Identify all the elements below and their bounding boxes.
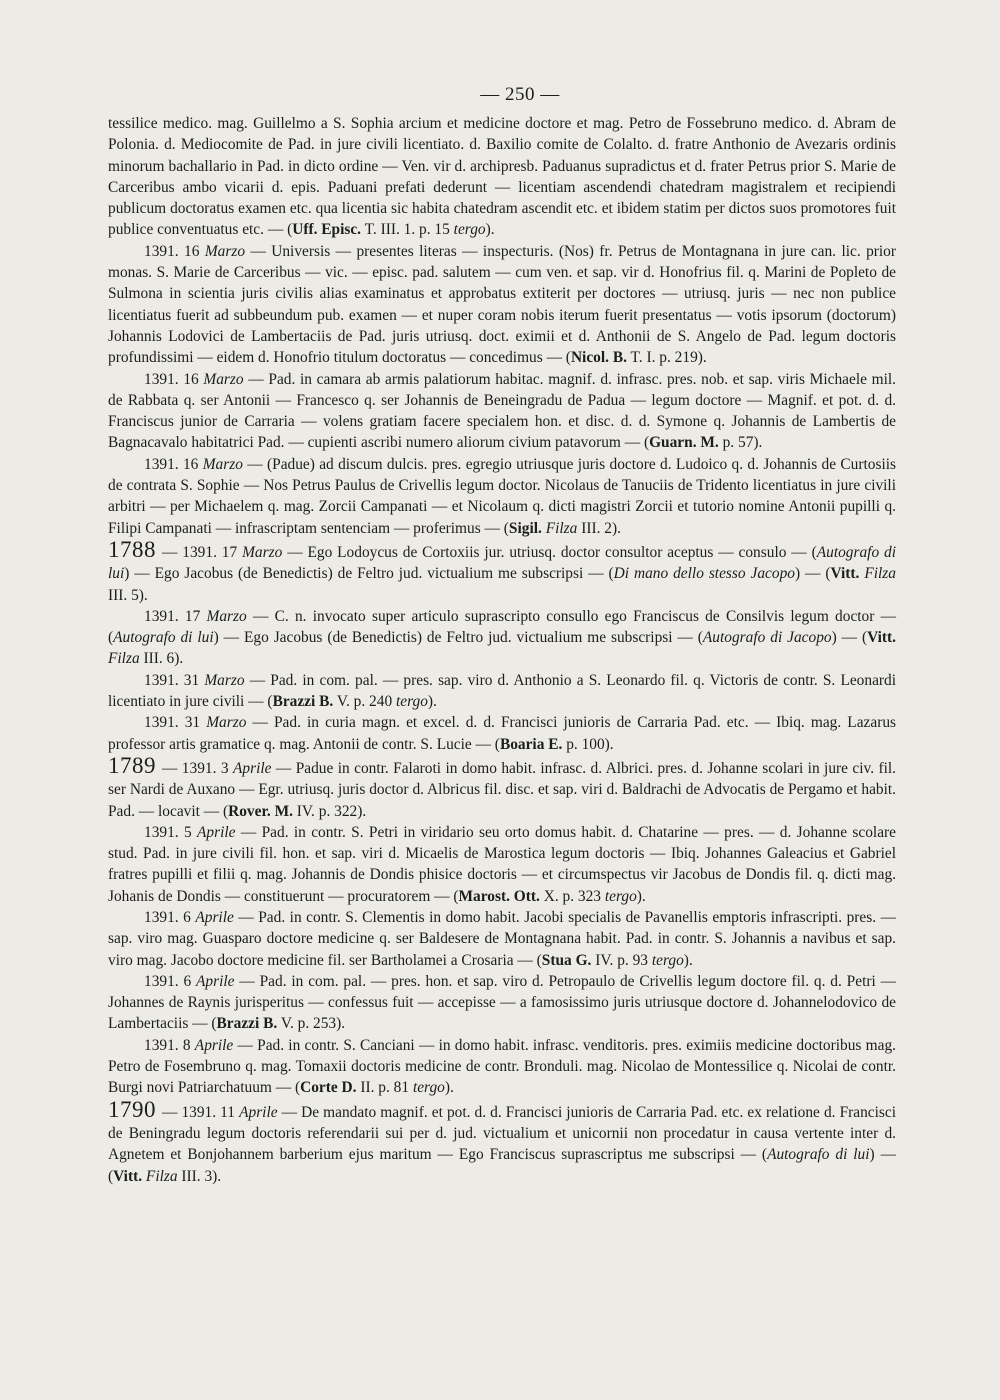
text-run: — Pad. in contr. S. Canciani — in domo habit. infrasc. venditoris. pres. eximiis medicine doctoribus mag. Petro de Fosembruno q. mag. Tomaxii doctoris medicine de contr. Bronduli. mag. Nicolao de Montessilice q. Nicolai de contr. Burgi novi Patriarchatuum — ( [108, 1036, 896, 1097]
document-entry [108, 536, 897, 606]
text-run: III. 5). [108, 586, 148, 604]
text-run: 1391. 6 [144, 972, 197, 990]
document-body [108, 113, 896, 1187]
italic-text: Marzo [206, 607, 247, 625]
document-number: 1789 [108, 752, 156, 778]
italic-text: tergo [412, 1079, 445, 1097]
archive-reference: Vitt. [113, 1167, 143, 1185]
italic-text: Aprile [239, 1103, 278, 1121]
text-run: III. 3). [177, 1167, 222, 1185]
italic-text: Filza [145, 1167, 178, 1185]
text-run: 1391. 8 [144, 1036, 195, 1054]
text-run: — Ego Lodoycus de Cortoxiis jur. utriusq. doctor consultor aceptus — consulo — ( [282, 543, 817, 561]
paragraph [108, 670, 896, 713]
document-entry [108, 752, 896, 822]
italic-text: Autografo di lui [113, 629, 214, 647]
paragraph [108, 454, 896, 539]
italic-text: Marzo [203, 370, 244, 388]
text-run: ) — ( [108, 1146, 896, 1185]
text-run: ). [636, 887, 646, 905]
italic-text: Marzo [202, 455, 243, 473]
document-entry [108, 1096, 896, 1187]
archive-reference: Uff. Episc. [292, 221, 362, 239]
text-run: ). [444, 1079, 454, 1097]
document-number: 1788 [108, 536, 156, 562]
italic-text: Autografo di Jacopo [702, 629, 832, 647]
text-run: T. I. p. 219). [626, 349, 707, 367]
text-run: — Padue in contr. Falaroti in domo habit. infrasc. d. Albrici. pres. d. Johanne scolari in jure civ. fil. ser Nardi de Auxano — Egr. utriusq. juris doctor d. Albricus fil. disc. et sap. viri d. Baldrachi de Advocatis de Pergamo et habit. Pad. — locavit — ( [108, 759, 896, 820]
text-run: ). [427, 693, 437, 711]
text-run: — Pad. in contr. S. Clementis in domo habit. Jacobi specialis de Pavanellis emptoris infrascripti. pres. — sap. viro mag. Guasparo doctore medicine q. ser Baldesere de Montagnana habit. Pad. in contr. S. Johannis a navibus et sap. viro mag. Jacobo doctore medicine fil. ser Bartholamei a Crosaria — ( [108, 908, 896, 969]
italic-text: Marzo [206, 714, 247, 732]
italic-text: Aprile [194, 1036, 234, 1054]
paragraph [108, 606, 896, 670]
text-run: 1391. 16 [144, 455, 203, 473]
italic-text: tergo [651, 951, 684, 969]
italic-text: Aprile [196, 972, 235, 990]
paragraph [108, 113, 896, 241]
italic-text: Aprile [232, 759, 272, 777]
text-run: ) — ( [794, 565, 831, 583]
paragraph [108, 907, 896, 971]
text-run: 1391. 31 [144, 671, 205, 689]
italic-text: tergo [395, 693, 428, 711]
paragraph [108, 1035, 896, 1099]
archive-reference: Vitt. [830, 565, 860, 583]
text-run: 1391. 5 [144, 823, 198, 841]
archive-reference: Rover. M. [228, 802, 293, 820]
text-run: IV. p. 322). [292, 802, 367, 820]
archive-reference: Guarn. M. [649, 434, 719, 452]
document-number: 1790 [108, 1096, 156, 1122]
text-run: — Pad. in com. pal. — pres. hon. et sap. viro d. Petropaulo de Crivellis legum doctore fil. q. d. Petri — Johannes de Raynis jurisperitus — confessus fuit — accepisse — a famosissimo juris utriusque doctore d. Johannelodovico de Lambertaciis — ( [108, 972, 896, 1033]
text-run: T. III. 1. p. 15 [361, 221, 454, 239]
text-run: — Pad. in contr. S. Petri in viridario seu orto domus habit. d. Chatarine — pres. — d. Johanne scolare stud. Pad. in jure civili fil. hon. et sap. viri d. Micaelis de Marostica legum doctoris — Ibiq. Johannes Galeacius et Gabriel fratres pupilli et filii q. mag. Johannis de Dondis phisice doctoris — et circumspectus vir Jacobus de Dondis fil. q. dicti mag. Johanis de Dondis — constituerunt — procuratorem — ( [108, 823, 896, 905]
italic-text: Autografo di lui [108, 543, 897, 583]
text-run: III. 6). [139, 650, 184, 668]
text-run: 1391. 16 [144, 242, 205, 260]
text-run: ) — Ego Jacobus (de Benedictis) de Feltro jud. victualium me subscripsi — ( [124, 565, 614, 583]
text-run: 1391. 31 [144, 714, 207, 732]
text-run: V. p. 253). [277, 1015, 346, 1033]
text-run: — Pad. in curia magn. et excel. d. d. Francisci junioris de Carraria Pad. etc. — Ibiq. mag. Lazarus professor artis gramatice q. mag. Antonii de contr. S. Lucie — ( [108, 714, 897, 753]
text-run: — 1391. 3 [162, 759, 233, 777]
italic-text: Marzo [204, 242, 246, 260]
text-run: ). [485, 221, 495, 239]
archive-reference: Nicol. B. [570, 349, 627, 367]
italic-text: Filza [864, 565, 896, 583]
text-run: ) — ( [831, 629, 868, 647]
text-run: tessilice medico. mag. Guillelmo a S. Sophia arcium et medicine doctore et mag. Petro de Fossebruno medico. d. Abram de Polonia. d. Mediocomite de Pad. in jure civili licentiato. d. Baxilio comite de Colalto. d. fratre Anthonio de Avezaris ordinis minorum bachallario in Pad. in dicto ordine — Ven. vir d. archipresb. Paduanus supradictus et d. frater Petrus prior S. Marie de Carceribus ambo vicarii d. epis. Paduani prefati dederunt — licentiam ascendendi chatedram magistralem et recipiendi publicum doctoratus examen etc. qua licentia sic habita chatedram ascendit etc. et ibidem statim per dictos suos promotores fuit publice conventuatus etc. — ( [108, 115, 896, 239]
paragraph [108, 822, 896, 907]
text-run: 1391. 16 [144, 370, 204, 388]
text-run: — C. n. invocato super articulo suprascripto consullo ego Franciscus de Consilvis legum doctor — ( [108, 607, 897, 647]
text-run: 1391. 6 [144, 908, 196, 926]
archive-reference: Sigil. [508, 519, 542, 537]
italic-text: tergo [604, 887, 637, 905]
text-run: — 1391. 17 [162, 543, 243, 561]
italic-text: Marzo [242, 543, 283, 561]
text-run: — 1391. 11 [162, 1103, 240, 1121]
text-run: — Universis — presentes literas — inspecturis. (Nos) fr. Petrus de Montagnana in jure can. lic. prior monas. S. Marie de Carceribus — vic. — episc. pad. salutem — cum ven. et sap. vir d. Honofrius fil. q. Marini de Popleto de Sulmona in scientia juris civilis alias examinatus et approbatus extiterit per doctores — utriusq. juris — nec non publice licentiatus fuerit ad subbeundum pub. examen — et nuper coram nobis iterum fuerit presentatus — votis ipsorum (doctorum) Johannis Lodovici de Lambertaciis de Pad. juris utriusq. doct. eximii et d. Anthonii de S. Angelo de Pad. legum doctoris profundissimi — eidem d. Honofrio titulum doctoratus — concedimus — ( [108, 242, 896, 367]
text-run: III. 2). [577, 519, 621, 537]
archive-reference: Vitt. [867, 629, 897, 647]
page-number: — 250 — [480, 84, 560, 105]
archive-reference: Stua G. [541, 951, 592, 969]
paragraph [108, 712, 896, 755]
text-run: — Pad. in camara ab armis palatiorum habitac. magnif. d. infrasc. pres. nob. et sap. viris Michaele mil. de Rabbata q. ser Antonii — Francesco q. ser Johannis de Beneingradu de Padua — legum doctore — Magnif. et pot. d. d. Franciscus junior de Carraria — volens gratiam facere specialem hon. et disc. d. d. Symone q. Johannis de Lambertis de Bagnacavalo habitatrici Pad. — cupienti ascribi numero aliorum civium patavorum — ( [108, 370, 896, 452]
italic-text: Autografo di lui [767, 1146, 870, 1164]
text-run: IV. p. 93 [591, 951, 652, 969]
paragraph [108, 971, 896, 1035]
italic-text: Di mano dello stesso Jacopo [613, 565, 795, 583]
italic-text: Marzo [204, 671, 245, 689]
italic-text: Aprile [195, 908, 234, 926]
text-run: p. 57). [718, 434, 763, 452]
archive-reference: Boaria E. [499, 735, 563, 753]
archive-reference: Corte D. [300, 1079, 357, 1097]
text-run: ) — Ego Jacobus (de Benedictis) de Feltro jud. victualium me subscripsi — ( [213, 629, 703, 647]
text-run: p. 100). [562, 735, 614, 753]
italic-text: tergo [453, 221, 486, 239]
archive-reference: Brazzi B. [216, 1015, 278, 1033]
italic-text: Filza [108, 650, 140, 668]
text-run: — De mandato magnif. et pot. d. d. Francisci junioris de Carraria Pad. etc. ex relatione d. Francisci de Beningradu legum doctoris referendarii sui per d. jud. victualium et unicornii non procedatur in causa vertente inter d. Agnetem et Bonjohannem barberium ejus maritum — Ego Franciscus suprascriptus me subscripsi — ( [108, 1103, 896, 1164]
text-run: II. p. 81 [356, 1079, 413, 1097]
text-run: — Pad. in com. pal. — pres. sap. viro d. Anthonio a S. Leonardo fil. q. Victoris de contr. S. Leonardi licentiato in jure civili — ( [108, 671, 896, 711]
paragraph [108, 241, 896, 369]
text-run: V. p. 240 [333, 693, 396, 711]
archive-reference: Brazzi B. [272, 693, 334, 711]
text-run: ). [683, 951, 693, 969]
archive-reference: Marost. Ott. [458, 887, 540, 905]
paragraph [108, 369, 896, 454]
italic-text: Filza [545, 519, 578, 537]
italic-text: Aprile [197, 823, 236, 841]
text-run: 1391. 17 [144, 607, 207, 625]
text-run: X. p. 323 [539, 887, 605, 905]
text-run: — (Padue) ad discum dulcis. pres. egregio utriusque juris doctore d. Ludoico q. d. Johannis de Curtosiis de contrata S. Sophie — Nos Petrus Paulus de Crivellis legum doctor. Nicolaus de Tanuciis de Tridento licentiatus in jure civili arbitri — per Michaelem q. mag. Zorcii Campanati — et Nicolaum q. dicti magistri Zorcii et tutorio nomine Antonii pupilli q. Filipi Campanati — infrascriptam sentenciam — proferimus — ( [108, 455, 896, 537]
